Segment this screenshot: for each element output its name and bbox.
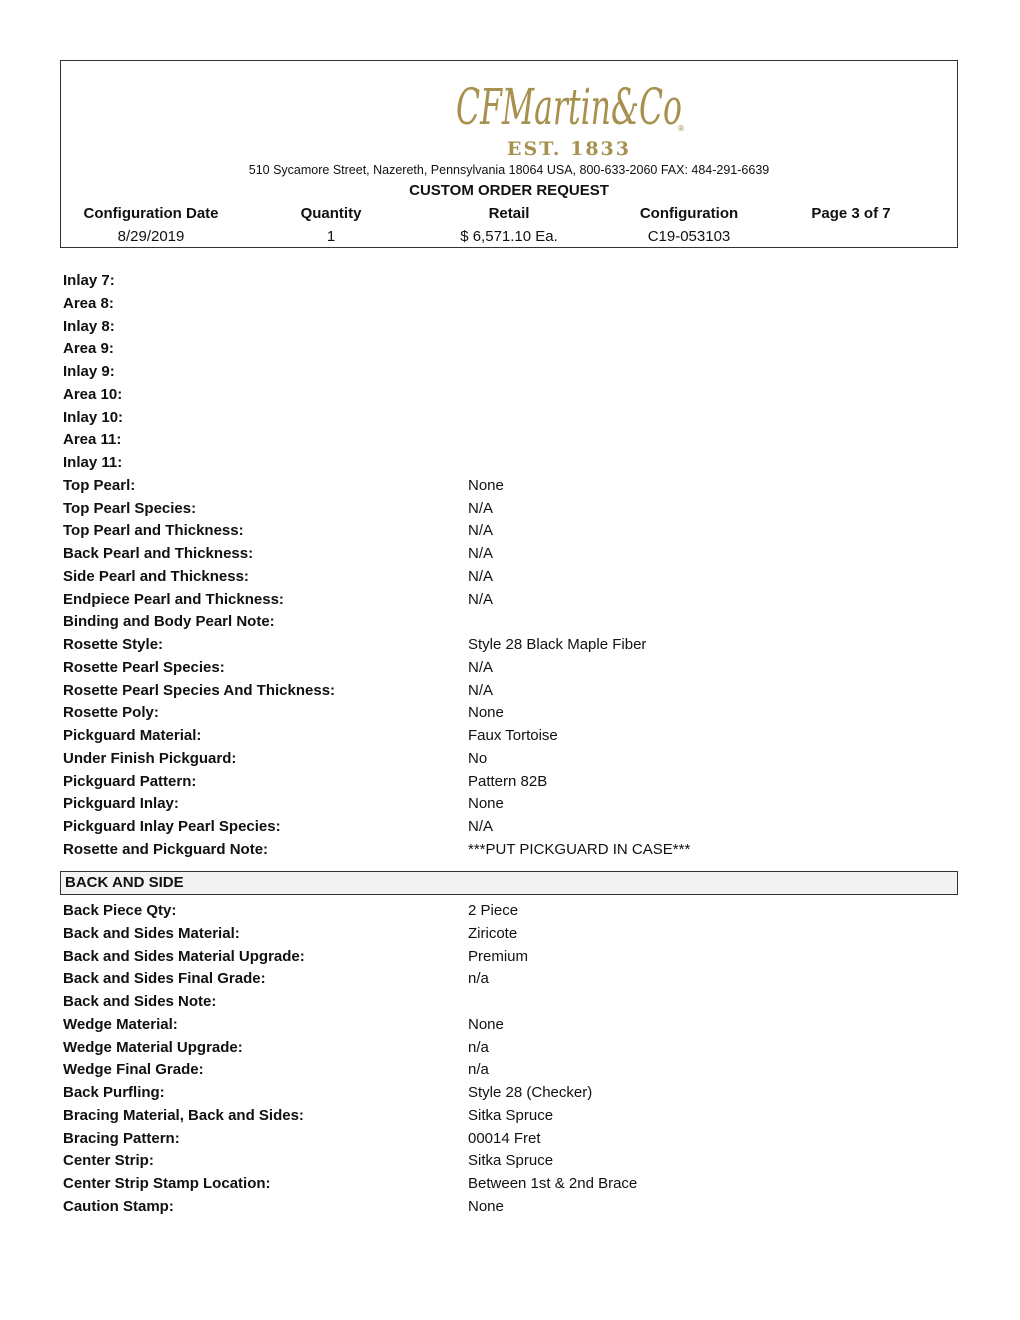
spec-row <box>63 771 963 794</box>
spec-list-back-and-side <box>63 900 963 1219</box>
config-date-value: 8/29/2019 <box>117 228 185 245</box>
spec-row <box>63 1128 963 1151</box>
spec-label: Bracing Pattern: <box>63 1129 180 1147</box>
spec-row <box>63 543 963 566</box>
spec-row <box>63 475 963 498</box>
spec-value: N/A <box>468 658 494 676</box>
spec-label: Back Purfling: <box>63 1084 165 1101</box>
spec-label: Inlay 7: <box>63 272 115 289</box>
spec-label: Inlay 8: <box>63 317 115 335</box>
spec-value: Premium <box>468 947 529 965</box>
spec-label: Rosette Pearl Species And Thickness: <box>63 681 336 699</box>
spec-label: Top Pearl: <box>63 476 136 494</box>
spec-row <box>63 900 963 923</box>
spec-label: Pickguard Material: <box>63 727 202 744</box>
config-date-header: Configuration Date <box>83 205 219 222</box>
spec-row <box>63 816 963 839</box>
spec-row <box>63 1150 963 1173</box>
spec-value: N/A <box>468 567 494 585</box>
spec-row <box>63 1059 963 1082</box>
spec-row <box>63 968 963 991</box>
spec-row <box>63 361 963 384</box>
spec-value: ***PUT PICKGUARD IN CASE*** <box>468 840 691 858</box>
spec-value: N/A <box>468 681 494 699</box>
spec-row <box>63 793 963 816</box>
spec-value: N/A <box>468 499 494 517</box>
spec-label: Side Pearl and Thickness: <box>63 567 249 585</box>
spec-value: n/a <box>468 970 489 988</box>
spec-value: None <box>468 476 504 494</box>
spec-value: None <box>468 1197 504 1215</box>
quantity-value: 1 <box>326 228 336 245</box>
spec-row <box>63 725 963 748</box>
spec-row <box>63 680 963 703</box>
spec-label: Top Pearl Species: <box>63 499 197 517</box>
logo-established: EST. 1833 <box>506 138 632 160</box>
spec-label: Back and Sides Material Upgrade: <box>63 947 305 965</box>
spec-label: Rosette Poly: <box>63 704 159 722</box>
spec-value: Between 1st & 2nd Brace <box>468 1175 638 1192</box>
spec-row <box>63 338 963 361</box>
spec-value: n/a <box>468 1061 489 1079</box>
spec-value: No <box>468 749 488 767</box>
quantity-header: Quantity <box>300 205 362 222</box>
spec-value: N/A <box>468 545 494 562</box>
spec-label: Inlay 11: <box>63 454 123 471</box>
spec-row <box>63 566 963 589</box>
spec-value: Style 28 (Checker) <box>468 1084 593 1101</box>
spec-label: Under Finish Pickguard: <box>63 749 237 767</box>
spec-label: Back and Sides Material: <box>63 924 240 942</box>
spec-row <box>63 270 963 293</box>
spec-row <box>63 384 963 407</box>
spec-value: 2 Piece <box>468 902 519 919</box>
spec-value: Pattern 82B <box>468 772 548 790</box>
spec-label: Area 10: <box>63 385 123 403</box>
spec-row <box>63 589 963 612</box>
spec-label: Binding and Body Pearl Note: <box>63 613 275 631</box>
spec-label: Endpiece Pearl and Thickness: <box>63 590 284 608</box>
spec-label: Area 9: <box>63 340 114 358</box>
spec-label: Wedge Final Grade: <box>63 1061 204 1079</box>
spec-row <box>63 316 963 339</box>
spec-row <box>63 748 963 771</box>
spec-row <box>63 429 963 452</box>
spec-list-inlay-pearl-rosette <box>63 270 963 862</box>
spec-row <box>63 923 963 946</box>
spec-row <box>63 657 963 680</box>
spec-value: N/A <box>468 818 494 835</box>
spec-row <box>63 1014 963 1037</box>
spec-label: Area 11: <box>63 431 122 449</box>
retail-value: $ 6,571.10 Ea. <box>460 228 558 245</box>
spec-row <box>63 520 963 543</box>
spec-value: N/A <box>468 590 494 608</box>
order-header <box>60 60 958 248</box>
page-number: Page 3 of 7 <box>811 205 891 222</box>
spec-row <box>63 839 963 862</box>
spec-label: Area 8: <box>63 294 114 312</box>
spec-value: Faux Tortoise <box>468 727 558 744</box>
spec-value: n/a <box>468 1038 489 1056</box>
spec-row <box>63 1082 963 1105</box>
retail-header: Retail <box>488 205 530 222</box>
spec-label: Pickguard Pattern: <box>63 772 197 790</box>
spec-label: Center Strip: <box>63 1152 154 1170</box>
spec-label: Rosette Style: <box>63 636 164 653</box>
spec-label: Caution Stamp: <box>63 1197 174 1215</box>
spec-label: Rosette Pearl Species: <box>63 658 225 676</box>
spec-value: None <box>468 704 504 722</box>
spec-value: N/A <box>468 522 494 540</box>
spec-label: Rosette and Pickguard Note: <box>63 840 269 858</box>
section-header-back-and-side: BACK AND SIDE <box>60 871 958 895</box>
spec-label: Wedge Material Upgrade: <box>63 1038 243 1056</box>
spec-label: Pickguard Inlay Pearl Species: <box>63 818 281 835</box>
spec-label: Bracing Material, Back and Sides: <box>63 1106 304 1124</box>
spec-row <box>63 946 963 969</box>
page-title: CUSTOM ORDER REQUEST <box>409 182 609 199</box>
spec-label: Center Strip Stamp Location: <box>63 1175 271 1192</box>
spec-value: None <box>468 795 504 813</box>
spec-value: Sitka Spruce <box>468 1152 554 1170</box>
spec-row <box>63 1037 963 1060</box>
spec-row <box>63 991 963 1014</box>
spec-row <box>63 1196 963 1219</box>
spec-row <box>63 407 963 430</box>
spec-label: Pickguard Inlay: <box>63 795 179 813</box>
spec-value: Ziricote <box>468 924 518 942</box>
spec-label: Back Piece Qty: <box>63 902 177 919</box>
logo-wordmark: CFMartin&Co <box>456 78 682 136</box>
spec-label: Wedge Material: <box>63 1015 178 1033</box>
spec-value: Style 28 Black Maple Fiber <box>468 636 647 653</box>
spec-row <box>63 1105 963 1128</box>
spec-label: Back and Sides Note: <box>63 993 217 1010</box>
spec-label: Inlay 10: <box>63 408 124 426</box>
spec-value: Sitka Spruce <box>468 1106 554 1124</box>
martin-logo <box>451 69 687 161</box>
configuration-value: C19-053103 <box>647 228 731 245</box>
spec-value: 00014 Fret <box>468 1129 541 1147</box>
spec-label: Back and Sides Final Grade: <box>63 970 266 988</box>
registered-mark-icon: ® <box>677 124 685 133</box>
spec-label: Inlay 9: <box>63 363 115 380</box>
spec-row <box>63 702 963 725</box>
spec-row <box>63 611 963 634</box>
spec-row <box>63 293 963 316</box>
spec-value: None <box>468 1015 504 1033</box>
spec-row <box>63 498 963 521</box>
spec-row <box>63 452 963 475</box>
spec-label: Back Pearl and Thickness: <box>63 545 254 562</box>
configuration-header: Configuration <box>639 205 739 222</box>
spec-row <box>63 634 963 657</box>
company-address: 510 Sycamore Street, Nazereth, Pennsylvania 18064 USA, 800-633-2060 FAX: 484-291-6639 <box>248 163 770 177</box>
spec-row <box>63 1173 963 1196</box>
spec-label: Top Pearl and Thickness: <box>63 522 244 540</box>
